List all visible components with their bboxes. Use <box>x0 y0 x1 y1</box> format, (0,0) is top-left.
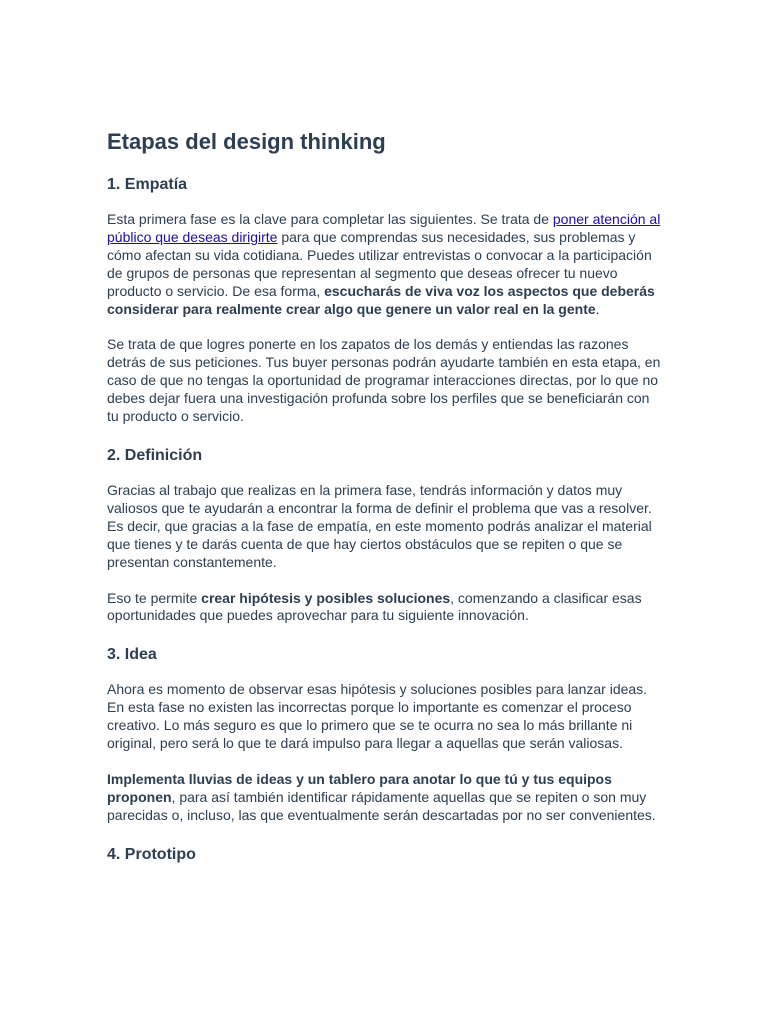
paragraph-empatia-2: Se trata de que logres ponerte en los zapatos de los demás y entiendas las razones detrás de sus peticiones. Tus buyer personas podrán ayudarte también en esta etapa, en caso de que no tengas la oportunidad de programar interacciones directas, por lo que no debes dejar fuera una investigación profunda sobre los perfiles que se beneficiarán con tu producto o servicio. <box>107 336 661 425</box>
section-heading-empatia: 1. Empatía <box>107 176 188 193</box>
bold-text: escucharás de viva voz los aspectos que deberás considerar para realmente crear algo que genere un valor real en la gente <box>107 282 655 317</box>
text-run: , para así también identificar rápidamente aquellas que se repiten o son muy parecidas o, incluso, las que eventualmente serán descartadas por no ser convenientes. <box>107 788 656 823</box>
link-poner-atencion[interactable]: poner atención al público que deseas dirigirte <box>107 211 661 245</box>
paragraph-empatia-1 <box>107 211 665 318</box>
paragraph-definicion-2 <box>107 590 665 626</box>
bold-text: Implementa lluvias de ideas y un tablero para anotar lo que tú y tus equipos proponen <box>107 770 612 805</box>
document-content <box>107 128 665 865</box>
section-heading-prototipo: 4. Prototipo <box>107 845 196 863</box>
text-run: . <box>595 300 600 317</box>
paragraph-idea-1: Ahora es momento de observar esas hipótesis y soluciones posibles para lanzar ideas. En esta fase no existen las incorrectas porque lo importante es comenzar el proceso creativo. Lo más seguro es que lo primero que se te ocurra no sea lo más brillante ni original, pero será lo que te dará impulso para llegar a aquellas que serán valiosas. <box>107 681 648 752</box>
paragraph-definicion-1: Gracias al trabajo que realizas en la primera fase, tendrás información y datos muy valiosos que te ayudarán a encontrar la forma de definir el problema que vas a resolver. Es decir, que gracias a la fase de empatía, en este momento podrás analizar el material que tienes y te darás cuenta de que hay ciertos obstáculos que se repiten o que se presentan constantemente. <box>107 481 652 570</box>
section-heading-definicion: 2. Definición <box>107 446 203 464</box>
text-run: para que comprendas sus necesidades, sus problemas y cómo afectan su vida cotidiana. Puedes utilizar entrevistas o convocar a la participación de grupos de personas que representan al segmento que deseas ofrecer tu nuevo producto o servicio. De esa forma, <box>107 228 652 299</box>
page-title: Etapas del design thinking <box>107 129 386 154</box>
text-run: , comenzando a clasificar esas oportunidades que puedes aprovechar para tu siguiente innovación. <box>107 589 642 624</box>
text-run: Esta primera fase es la clave para completar las siguientes. Se trata de <box>107 211 553 227</box>
section-heading-idea: 3. Idea <box>107 646 157 664</box>
bold-text: crear hipótesis y posibles soluciones <box>201 589 451 606</box>
text-run: Eso te permite <box>107 589 202 606</box>
paragraph-idea-2 <box>107 771 665 825</box>
